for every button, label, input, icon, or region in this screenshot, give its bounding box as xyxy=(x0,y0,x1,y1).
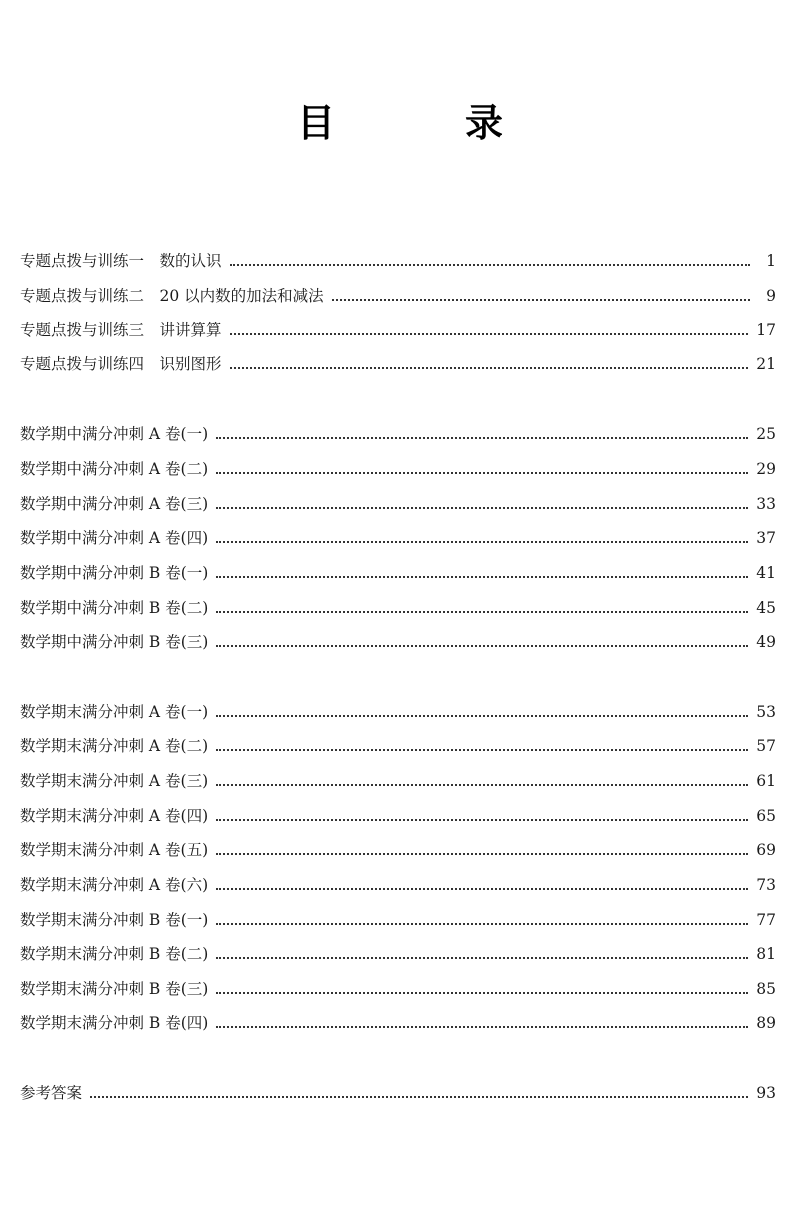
toc-page-number: 41 xyxy=(756,564,776,582)
toc-entry[interactable] xyxy=(20,803,776,829)
toc-leader xyxy=(216,645,748,647)
toc-leader xyxy=(216,784,748,786)
toc-entry[interactable] xyxy=(20,248,776,274)
toc-page-number: 77 xyxy=(756,911,776,929)
toc-leader xyxy=(216,437,748,439)
toc-entry-label: 数学期末满分冲刺 A 卷(一) xyxy=(20,703,209,721)
toc-leader xyxy=(216,611,748,613)
toc-page-number: 57 xyxy=(756,737,776,755)
toc-entry-label: 数学期中满分冲刺 B 卷(一) xyxy=(20,564,209,582)
toc-entry[interactable] xyxy=(20,699,776,725)
toc-entry-label: 参考答案 xyxy=(20,1084,83,1102)
toc-entry-label: 专题点拨与训练二 20 以内数的加法和减法 xyxy=(20,287,324,305)
toc-entry[interactable] xyxy=(20,872,776,898)
toc-page-number: 17 xyxy=(756,321,776,339)
toc-entry-label: 专题点拨与训练一 数的认识 xyxy=(20,252,222,270)
toc-entry[interactable] xyxy=(20,907,776,933)
toc-entry-label: 数学期末满分冲刺 A 卷(六) xyxy=(20,876,209,894)
toc-entry[interactable] xyxy=(20,283,776,309)
toc-entry[interactable] xyxy=(20,456,776,482)
toc-entry-label: 专题点拨与训练四 识别图形 xyxy=(20,355,222,373)
toc-page-number: 21 xyxy=(756,355,776,373)
toc-leader xyxy=(216,507,748,509)
toc-entry-label: 数学期末满分冲刺 B 卷(三) xyxy=(20,980,209,998)
toc-entry-label: 数学期中满分冲刺 A 卷(四) xyxy=(20,529,209,547)
toc-entry[interactable] xyxy=(20,629,776,655)
toc-entry-label: 数学期末满分冲刺 B 卷(一) xyxy=(20,911,209,929)
toc-leader xyxy=(230,264,750,266)
toc-entry-label: 数学期末满分冲刺 A 卷(二) xyxy=(20,737,209,755)
toc-entry-label: 数学期中满分冲刺 A 卷(三) xyxy=(20,495,209,513)
toc-entry[interactable] xyxy=(20,560,776,586)
toc-entry[interactable] xyxy=(20,941,776,967)
toc-entry[interactable] xyxy=(20,595,776,621)
toc-page-number: 69 xyxy=(756,841,776,859)
toc-leader xyxy=(216,819,748,821)
toc-entry[interactable] xyxy=(20,317,776,343)
toc-leader xyxy=(216,749,748,751)
toc-leader xyxy=(230,367,749,369)
toc-page-number: 81 xyxy=(756,945,776,963)
toc-leader xyxy=(216,957,748,959)
toc-leader xyxy=(216,888,748,890)
toc-entry-label: 数学期末满分冲刺 B 卷(二) xyxy=(20,945,209,963)
toc-page-number: 85 xyxy=(756,980,776,998)
toc-leader xyxy=(216,992,748,994)
toc-entry[interactable] xyxy=(20,421,776,447)
toc-entry[interactable] xyxy=(20,733,776,759)
toc-entry[interactable] xyxy=(20,1010,776,1036)
toc-leader xyxy=(216,853,748,855)
toc-page-number: 49 xyxy=(756,633,776,651)
toc-entry-label: 数学期中满分冲刺 B 卷(三) xyxy=(20,633,209,651)
toc-leader xyxy=(216,472,748,474)
page-title: 目 录 xyxy=(296,101,549,145)
toc-entry-label: 数学期末满分冲刺 A 卷(四) xyxy=(20,807,209,825)
toc-leader xyxy=(216,541,748,543)
toc-page-number: 33 xyxy=(756,495,776,513)
toc-entry-label: 数学期中满分冲刺 B 卷(二) xyxy=(20,599,209,617)
toc-page-number: 53 xyxy=(756,703,776,721)
toc-entry[interactable] xyxy=(20,768,776,794)
toc-page-number: 9 xyxy=(766,287,776,305)
toc-entry-label: 数学期末满分冲刺 A 卷(三) xyxy=(20,772,209,790)
toc-entry[interactable] xyxy=(20,976,776,1002)
toc-entry[interactable] xyxy=(20,1080,776,1106)
toc-entry-label: 数学期末满分冲刺 A 卷(五) xyxy=(20,841,209,859)
toc-page-number: 65 xyxy=(756,807,776,825)
toc-page-number: 89 xyxy=(756,1014,776,1032)
toc-page-number: 61 xyxy=(756,772,776,790)
toc-page-number: 73 xyxy=(756,876,776,894)
toc-page-number: 29 xyxy=(756,460,776,478)
toc-leader xyxy=(90,1096,748,1098)
toc-entry[interactable] xyxy=(20,525,776,551)
toc-leader xyxy=(216,715,748,717)
toc-leader xyxy=(216,923,748,925)
toc-entry-label: 数学期中满分冲刺 A 卷(二) xyxy=(20,460,209,478)
toc-leader xyxy=(216,576,748,578)
toc-leader xyxy=(230,333,749,335)
toc-entry[interactable] xyxy=(20,491,776,517)
toc-page-number: 25 xyxy=(756,425,776,443)
toc-entry-label: 数学期末满分冲刺 B 卷(四) xyxy=(20,1014,209,1032)
toc-entry[interactable] xyxy=(20,837,776,863)
toc-leader xyxy=(332,299,750,301)
toc-leader xyxy=(216,1026,748,1028)
toc-page-number: 1 xyxy=(766,252,776,270)
toc-page-number: 45 xyxy=(756,599,776,617)
toc-entry-label: 数学期中满分冲刺 A 卷(一) xyxy=(20,425,209,443)
toc-page-number: 93 xyxy=(756,1084,776,1102)
toc-entry-label: 专题点拨与训练三 讲讲算算 xyxy=(20,321,222,339)
toc-page-number: 37 xyxy=(756,529,776,547)
toc-entry[interactable] xyxy=(20,351,776,377)
